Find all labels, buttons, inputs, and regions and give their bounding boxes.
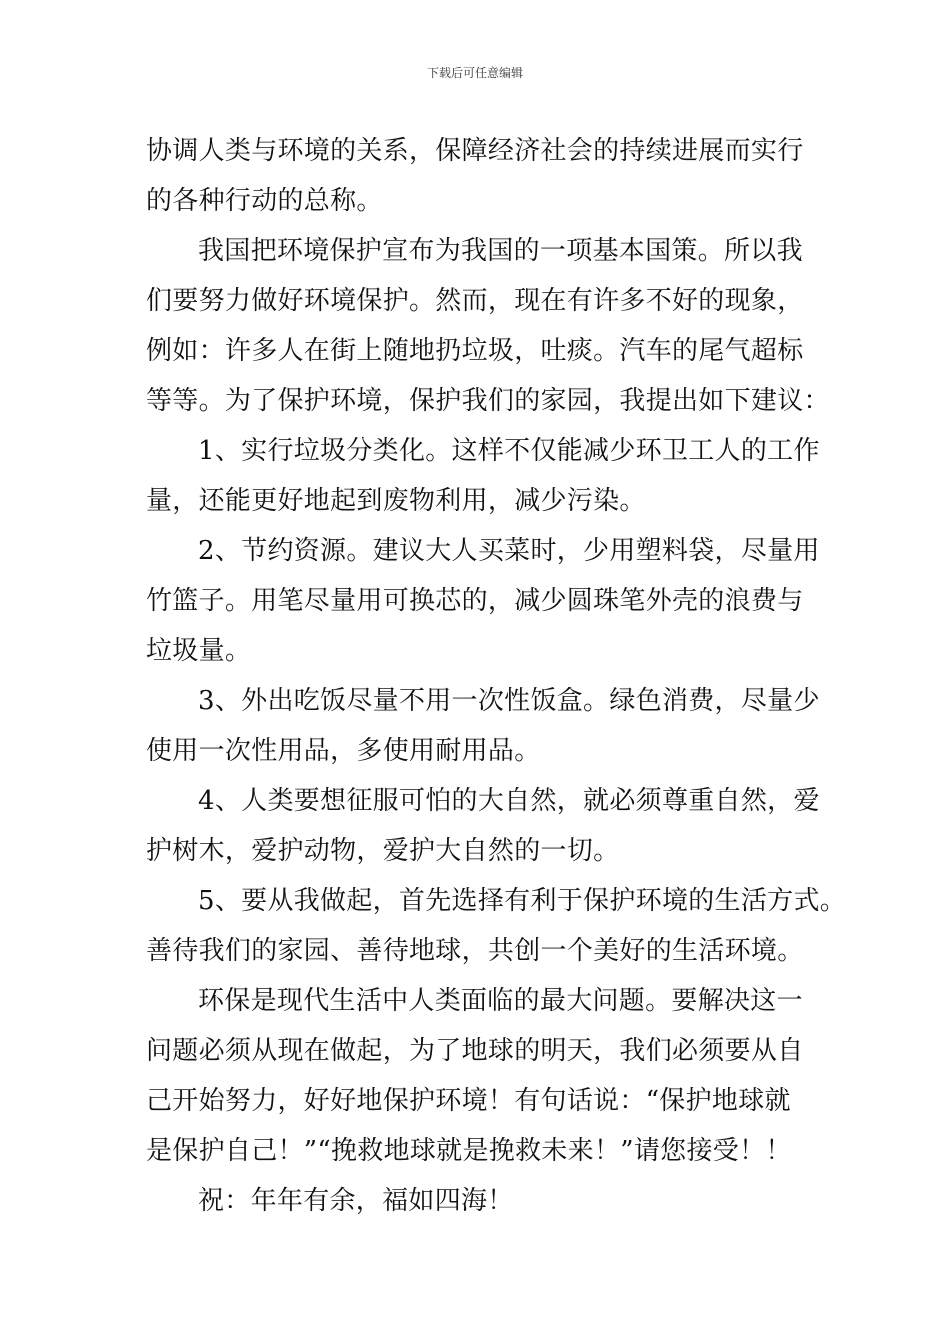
text-line: 竹篮子。用笔尽量用可换芯的，减少圆珠笔外壳的浪费与 [146,586,804,616]
text-line: 们要努力做好环境保护。然而，现在有许多不好的现象， [146,286,804,316]
suggestion-5: 5、要从我做起，首先选择有利于保护环境的生活方式。 [198,886,847,916]
text-line: 垃圾量。 [146,636,252,666]
page-header: 下载后可任意编辑 [426,66,523,80]
closing-wish: 祝：年年有余，福如四海！ [198,1186,514,1216]
paragraph-start: 环保是现代生活中人类面临的最大问题。要解决这一 [198,986,803,1016]
suggestion-2: 2、节约资源。建议大人买菜时，少用塑料袋，尽量用 [198,536,820,566]
letter-body [146,126,847,1226]
suggestion-1: 1、实行垃圾分类化。这样不仅能减少环卫工人的工作 [198,436,820,466]
text-line: 己开始努力，好好地保护环境！有句话说：“保护地球就 [146,1086,791,1116]
suggestion-4: 4、人类要想征服可怕的大自然，就必须尊重自然，爱 [198,786,820,816]
text-line: 例如：许多人在街上随地扔垃圾，吐痰。汽车的尾气超标 [146,336,804,366]
text-line: 协调人类与环境的关系，保障经济社会的持续进展而实行 [146,136,804,166]
text-line: 善待我们的家园、善待地球，共创一个美好的生活环境。 [146,936,804,966]
text-line: 等等。为了保护环境，保护我们的家园，我提出如下建议： [146,386,830,416]
text-line: 问题必须从现在做起，为了地球的明天，我们必须要从自 [146,1036,804,1066]
text-line: 量，还能更好地起到废物利用，减少污染。 [146,486,646,516]
paragraph-start: 我国把环境保护宣布为我国的一项基本国策。所以我 [198,236,803,266]
suggestion-3: 3、外出吃饭尽量不用一次性饭盒。绿色消费，尽量少 [198,686,820,716]
text-line: 使用一次性用品，多使用耐用品。 [146,736,541,766]
text-line: 是保护自己！”“挽救地球就是挽救未来！”请您接受！！ [146,1136,792,1166]
text-line: 的各种行动的总称。 [146,186,383,216]
text-line: 护树木，爱护动物，爱护大自然的一切。 [146,836,620,866]
